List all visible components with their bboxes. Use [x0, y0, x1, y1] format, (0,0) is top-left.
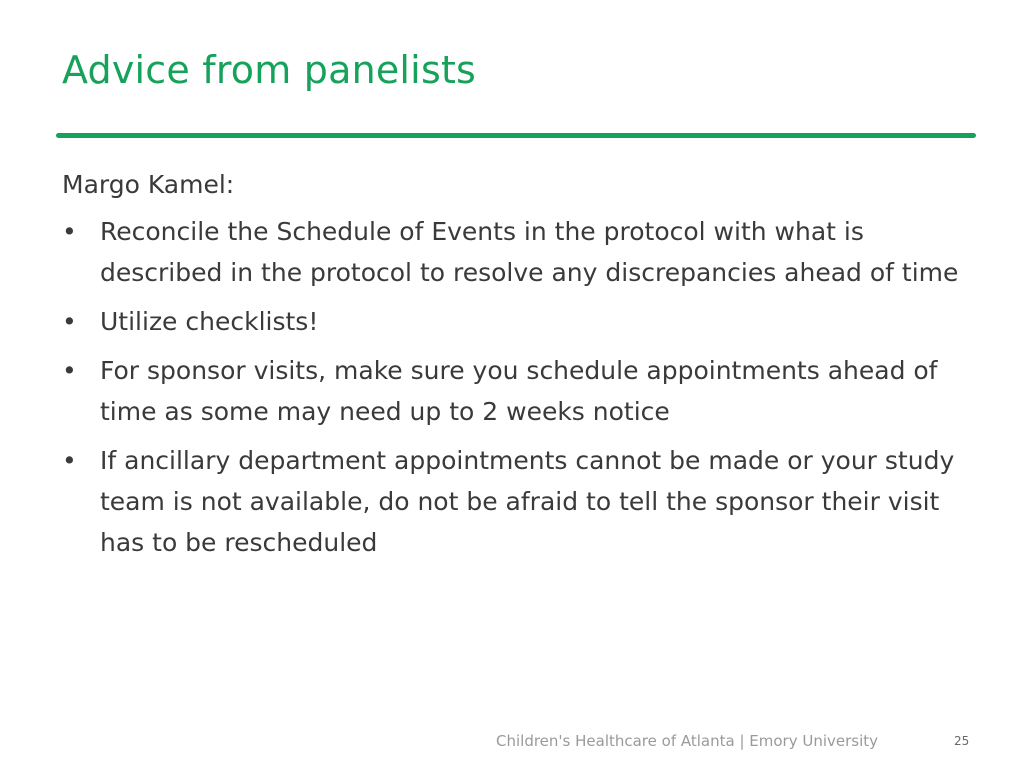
bullet-icon: •: [62, 307, 77, 336]
slide-title: Advice from panelists: [62, 48, 477, 92]
footer-organization: Children's Healthcare of Atlanta | Emory University: [496, 732, 879, 750]
list-item: [62, 301, 982, 342]
page-number: 25: [954, 734, 970, 748]
speaker-label: Margo Kamel:: [62, 170, 235, 199]
bullet-icon: •: [62, 217, 77, 246]
bullet-icon: •: [62, 356, 77, 385]
title-divider: [56, 133, 976, 138]
bullet-icon: •: [62, 446, 77, 475]
bullet-list: [62, 211, 982, 563]
bullet-text: Utilize checklists!: [100, 307, 319, 336]
bullet-text: Reconcile the Schedule of Events in the protocol with what is described in the protocol to resolve any discrepancies ahead of time: [100, 217, 959, 287]
list-item: [62, 440, 982, 563]
bullet-text: If ancillary department appointments cannot be made or your study team is not available, do not be afraid to tell the sponsor their visit has to be rescheduled: [100, 446, 955, 557]
bullet-text: For sponsor visits, make sure you schedule appointments ahead of time as some may need up to 2 weeks notice: [100, 356, 938, 426]
slide-body: [62, 164, 982, 571]
list-item: [62, 211, 982, 293]
list-item: [62, 350, 982, 432]
